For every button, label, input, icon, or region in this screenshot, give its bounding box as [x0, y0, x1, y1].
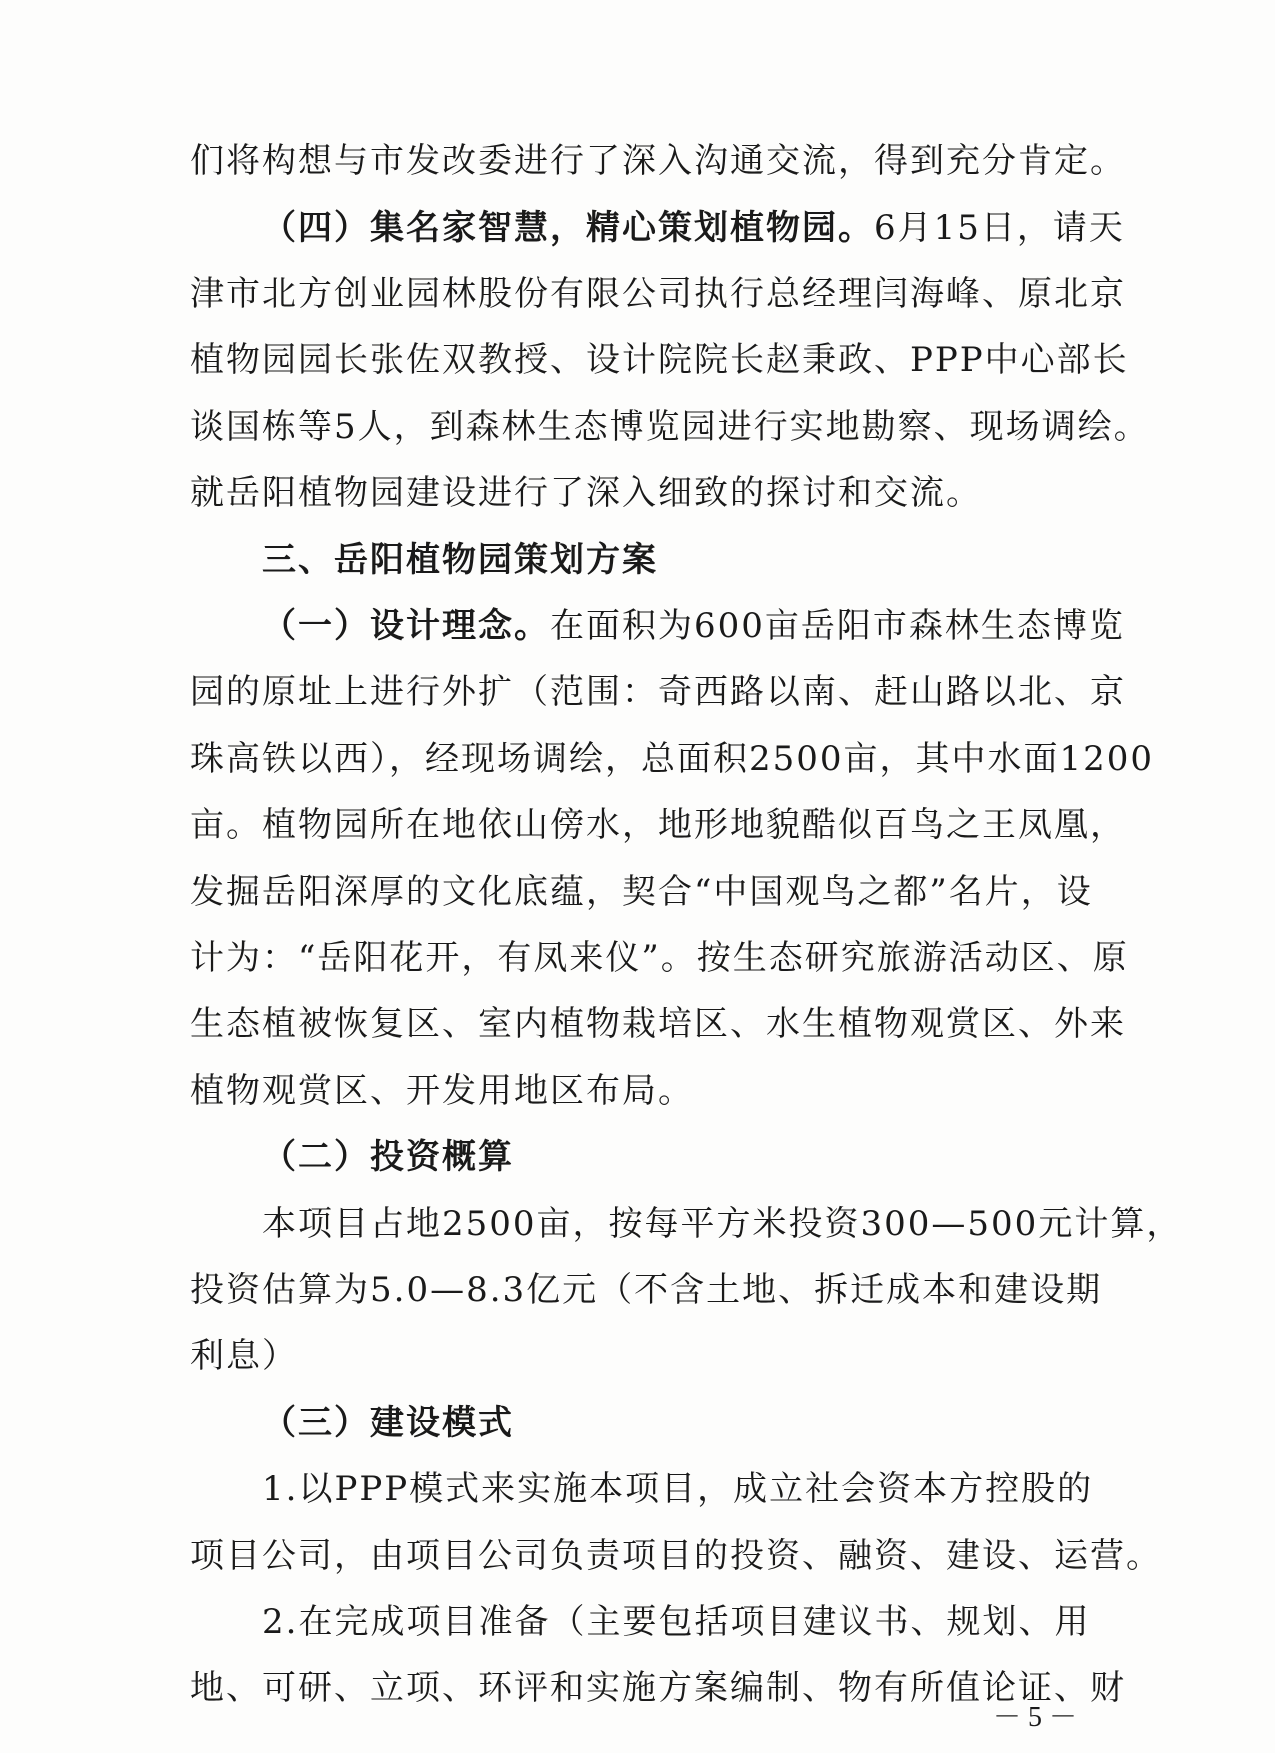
paragraph-line [190, 928, 1129, 988]
line-text: 利息） [190, 1336, 298, 1376]
line-text: 本项目占地2500亩，按每平方米投资300—500元计算， [262, 1204, 1183, 1244]
line-text: 谈国栋等5人，到森林生态博览园进行实地勘察、现场调绘。 [190, 407, 1150, 447]
design-concept-heading-line [262, 596, 1125, 656]
section-title: 三、岳阳植物园策划方案 [262, 540, 658, 580]
line-text: 地、可研、立项、环评和实施方案编制、物有所值论证、财 [190, 1668, 1126, 1708]
line-text: 项目公司，由项目公司负责项目的投资、融资、建设、运营。 [190, 1536, 1162, 1576]
paragraph-line [190, 662, 1126, 722]
line-text: 1.以PPP模式来实施本项目，成立社会资本方控股的 [262, 1469, 1094, 1509]
paragraph-line [190, 330, 1129, 390]
line-text: 们将构想与市发改委进行了深入沟通交流，得到充分肯定。 [190, 141, 1126, 181]
paragraph-line [190, 1061, 1070, 1121]
line-text: 珠高铁以西），经现场调绘，总面积2500亩，其中水面1200 [190, 739, 1155, 779]
paragraph-line [262, 1459, 1094, 1519]
line-text: 津市北方创业园林股份有限公司执行总经理闫海峰、原北京 [190, 274, 1126, 314]
line-text: 投资估算为5.0—8.3亿元（不含土地、拆迁成本和建设期 [190, 1270, 1103, 1310]
construction-mode-heading [262, 1393, 1070, 1453]
paragraph-line [262, 1592, 1091, 1652]
paragraph-line [190, 397, 1150, 457]
paragraph-line [190, 131, 1126, 191]
line-text: 6月15日，请天 [874, 208, 1125, 248]
line-text: 植物观赏区、开发用地区布局。 [190, 1071, 694, 1111]
paragraph-line [190, 1658, 1126, 1718]
line-heading: （四）集名家智慧，精心策划植物园。 [262, 208, 874, 248]
paragraph-line [190, 463, 1070, 523]
paragraph-line [262, 1194, 1183, 1254]
paragraph-line [190, 862, 1093, 922]
line-text: 植物园园长张佐双教授、设计院院长赵秉政、PPP中心部长 [190, 340, 1129, 380]
subsection-title: （二）投资概算 [262, 1137, 514, 1177]
paragraph-line [190, 729, 1155, 789]
line-text: 亩。植物园所在地依山傍水，地形地貌酷似百鸟之王凤凰， [190, 805, 1126, 845]
paragraph-line [190, 1260, 1103, 1320]
line-text: 发掘岳阳深厚的文化底蕴，契合“中国观鸟之都”名片，设 [190, 872, 1093, 912]
investment-heading [262, 1127, 1070, 1187]
line-text: 生态植被恢复区、室内植物栽培区、水生植物观赏区、外来 [190, 1004, 1126, 1044]
line-text: 2.在完成项目准备（主要包括项目建议书、规划、用 [262, 1602, 1091, 1642]
section-four-heading-line [262, 198, 1125, 258]
line-text: 计为：“岳阳花开，有凤来仪”。按生态研究旅游活动区、原 [190, 938, 1129, 978]
paragraph-line [190, 1326, 1070, 1386]
paragraph-line [190, 994, 1126, 1054]
line-text: 园的原址上进行外扩（范围：奇西路以南、赶山路以北、京 [190, 672, 1126, 712]
line-text: 在面积为600亩岳阳市森林生态博览 [550, 606, 1125, 646]
paragraph-line [190, 1526, 1162, 1586]
section-three-title [262, 530, 1070, 590]
paragraph-line [190, 795, 1126, 855]
paragraph-line [190, 264, 1126, 324]
line-heading: （一）设计理念。 [262, 606, 550, 646]
subsection-title: （三）建设模式 [262, 1403, 514, 1443]
page-number: － 5 － [992, 1702, 1077, 1733]
line-text: 就岳阳植物园建设进行了深入细致的探讨和交流。 [190, 473, 982, 513]
